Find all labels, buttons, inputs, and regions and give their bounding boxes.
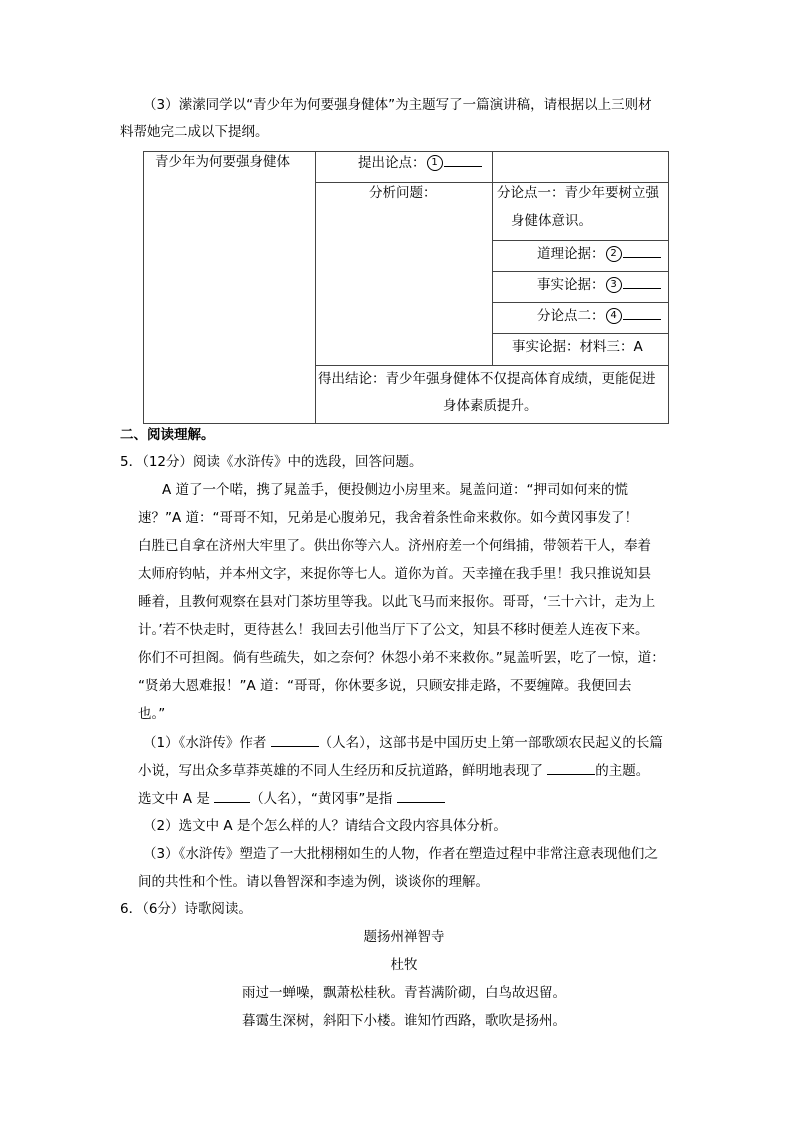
outline-reason	[537, 241, 661, 268]
circle-number-4: 4	[606, 308, 622, 324]
q5-passage-line5: 睡着，且教何观察在县对门茶坊里等我。以此飞马而来报你。哥哥，‘三十六计，走为上	[138, 594, 656, 610]
outline-conclusion-line2: 身体素质提升。	[443, 398, 538, 414]
outline-sub2	[537, 303, 661, 330]
q5-passage-line4: 太师府钧帖，并本州文字，来捉你等七人。道你为首。天幸撞在我手里！我只推说知县	[138, 566, 651, 582]
thesis-label: 提出论点：	[358, 155, 426, 171]
q5-passage-line8: “贤弟大恩难报！”A 道：“哥哥，你休要多说，只顾安排走路，不要缠障。我便回去	[138, 678, 632, 694]
q5-sub1-line2	[138, 760, 649, 781]
q3-intro-line2: 料帮她完二成以下提纲。	[120, 124, 269, 140]
circle-number-2: 2	[606, 246, 622, 262]
q5-sub2: （2）选文中 A 是个怎么样的人？请结合文段内容具体分析。	[143, 818, 507, 834]
q5-sub1-part-e: 选文中 A 是	[138, 791, 210, 807]
table-col-divider-1	[315, 152, 316, 424]
q5-passage-line3: 白胜已自拿在济州大牢里了。供出你等六人。济州府差一个何缉捕，带领若干人，奉着	[138, 538, 651, 554]
q5-theme-blank	[547, 760, 595, 775]
circle-number-1: 1	[427, 155, 443, 171]
q5-event-blank	[397, 788, 445, 803]
q5-sub1-part-d: 的主题。	[595, 763, 650, 779]
q5-sub1-part-a: （1）《水浒传》作者	[143, 735, 267, 751]
fact-blank	[623, 274, 661, 289]
q5-name-blank	[214, 788, 250, 803]
thesis-blank	[444, 152, 482, 167]
outline-topic: 青少年为何要强身健体	[155, 154, 290, 170]
q5-sub1-part-c: 小说，写出众多草莽英雄的不同人生经历和反抗道路，鲜明地表现了	[138, 763, 543, 779]
reason-blank	[623, 243, 661, 258]
outline-sub1-line2: 身健体意识。	[511, 213, 592, 229]
q6-header: 6．（6分）诗歌阅读。	[120, 901, 252, 917]
q5-header: 5．（12分）阅读《水浒传》中的选段，回答问题。	[120, 454, 423, 470]
q5-passage-line2: 速？”A 道：“哥哥不知，兄弟是心腹弟兄，我舍着条性命来救你。如今黄冈事发了！	[138, 510, 639, 526]
outline-conclusion-line1: 得出结论：青少年强身健体不仅提高体育成绩，更能促进	[318, 371, 656, 387]
q3-intro-line1: （3）潆潆同学以“青少年为何要强身健体”为主题写了一篇演讲稿，请根据以上三则材	[143, 97, 652, 113]
q5-sub3-line2: 间的共性和个性。请以鲁智深和李逵为例，谈谈你的理解。	[138, 874, 489, 890]
q5-sub1-line3	[138, 788, 445, 809]
q5-sub1-line1	[143, 732, 663, 753]
section2-title: 二、阅读理解。	[120, 427, 215, 443]
sub2-blank	[623, 305, 661, 320]
q5-sub1-part-f: （人名），“黄冈事”是指	[250, 791, 393, 807]
q5-passage-line1: A 道了一个喏，携了晁盖手，便投侧边小房里来。晁盖问道：“押司如何来的慌	[162, 482, 629, 498]
q5-sub3-line1: （3）《水浒传》塑造了一大批栩栩如生的人物，作者在塑造过程中非常注意表现他们之	[143, 846, 658, 862]
circle-number-3: 3	[606, 277, 622, 293]
reason-label: 道理论据：	[537, 246, 605, 262]
q5-sub1-part-b: （人名），这部书是中国历史上第一部歌颂农民起义的长篇	[318, 735, 663, 751]
outline-fact2: 事实论据：材料三：A	[512, 339, 643, 355]
q5-passage-line9: 也。”	[138, 706, 166, 722]
outline-fact	[537, 272, 661, 299]
sub2-label: 分论点二：	[537, 308, 605, 324]
outline-table	[143, 151, 669, 424]
poem-title: 题扬州禅智寺	[363, 929, 445, 945]
outline-analysis-label: 分析问题：	[369, 185, 437, 201]
q5-passage-line7: 你们不可担阁。倘有些疏失，如之奈何？休怨小弟不来救你。”晁盖听罢，吃了一惊，道：	[138, 650, 665, 666]
outline-sub1-line1: 分论点一：青少年要树立强	[497, 185, 659, 201]
poem-line1: 雨过一蝉噪，飘萧松桂秋。青苔满阶砌，白鸟故迟留。	[242, 985, 566, 1001]
fact-label: 事实论据：	[537, 277, 605, 293]
q5-author-blank	[271, 732, 319, 747]
outline-thesis	[358, 150, 482, 177]
q5-passage-line6: 计。’若不快走时，更待甚么！我回去引他当厅下了公文，知县不移时便差人连夜下来。	[138, 622, 649, 638]
poem-author: 杜牧	[390, 957, 418, 973]
poem-line2: 暮霭生深树，斜阳下小楼。谁知竹西路，歌吹是扬州。	[242, 1013, 566, 1029]
